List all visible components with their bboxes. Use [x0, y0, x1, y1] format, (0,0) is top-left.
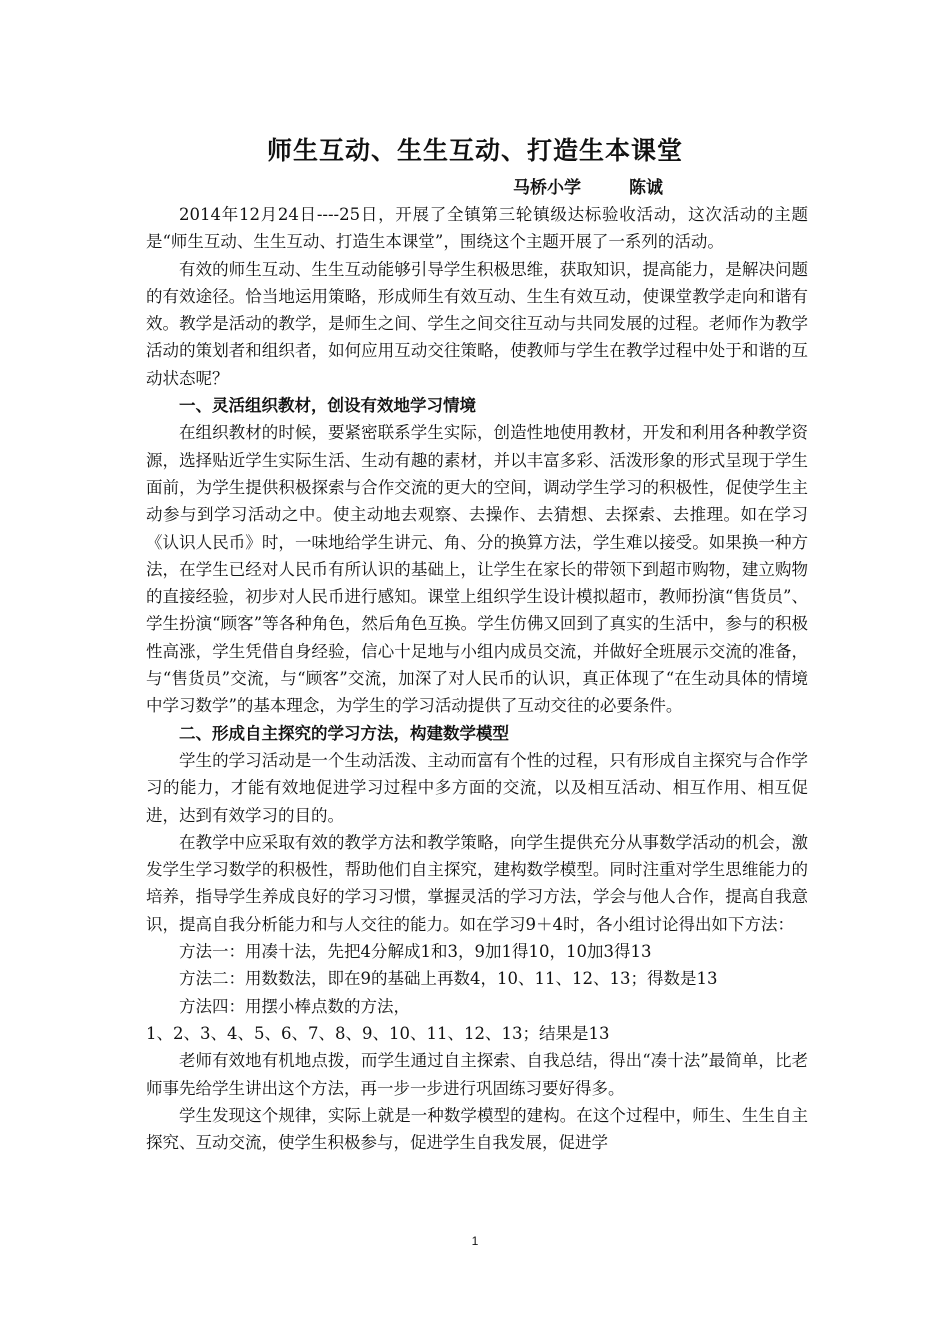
paragraph: 学生发现这个规律，实际上就是一种数学模型的建构。在这个过程中，师生、生生自主探究、互动交流，使学生积极参与，促进学生自我发展，促进学 — [146, 1105, 808, 1153]
paragraph: 老师有效地有机地点拨，而学生通过自主探索、自我总结，得出“凑十法”最简单，比老师事先给学生讲出这个方法，再一步一步进行巩固练习要好得多。 — [146, 1051, 808, 1098]
section-heading: 一、灵活组织教材，创设有效地学习情境 — [179, 396, 476, 416]
document-body — [146, 201, 808, 1156]
page-number: 1 — [471, 1234, 479, 1248]
document-title: 师生互动、生生互动、打造生本课堂 — [266, 136, 683, 165]
school-name: 马桥小学 — [513, 178, 581, 198]
author-name: 陈诚 — [629, 178, 663, 198]
paragraph: 有效的师生互动、生生互动能够引导学生积极思维，获取知识，提高能力，是解决问题的有效途径。恰当地运用策略，形成师生有效互动、生生有效互动，使课堂教学走向和谐有效。教学是活动的教学，是师生之间、学生之间交往互动与共同发展的过程。老师作为教学活动的策划者和组织者，如何应用互动交往策略，使教师与学生在教学过程中处于和谐的互动状态呢？ — [146, 259, 808, 388]
method-line: 方法四：用摆小棒点数的方法， — [179, 996, 410, 1016]
section-heading: 二、形成自主探究的学习方法，构建数学模型 — [179, 723, 509, 743]
paragraph: 在组织教材的时候，要紧密联系学生实际，创造性地使用教材，开发和利用各种教学资源，选择贴近学生实际生活、生动有趣的素材，并以丰富多彩、活泼形象的形式呈现于学生面前，为学生提供积极探索与合作交流的更大的空间，调动学生学习的积极性，促使学生主动参与到学习活动之中。使主动地去观察、去操作、去猜想、去探索、去推理。如在学习《认识人民币》时，一味地给学生讲元、角、分的换算方法，学生难以接受。如果换一种方法，在学生已经对人民币有所认识的基础上，让学生在家长的带领下到超市购物，建立购物的直接经验，初步对人民币进行感知。课堂上组织学生设计模拟超市，教师扮演“售货员”、学生扮演“顾客”等各种角色，然后角色互换。学生仿佛又回到了真实的生活中，参与的积极性高涨，学生凭借自身经验，信心十足地与小组内成员交流，并做好全班展示交流的准备，与“售货员”交流，与“顾客”交流，加深了对人民币的认识，真正体现了“在生动具体的情境中学习数学”的基本理念，为学生的学习活动提供了互动交往的必要条件。 — [146, 423, 808, 716]
method-line: 方法一：用凑十法，先把4分解成1和3，9加1得10，10加3得13 — [179, 942, 652, 962]
paragraph: 2014年12月24日----25日，开展了全镇第三轮镇级达标验收活动，这次活动的主题是“师生互动、生生互动、打造生本课堂”，围绕这个主题开展了一系列的活动。 — [146, 205, 808, 252]
counting-sequence: 1、2、3、4、5、6、7、8、9、10、11、12、13；结果是13 — [146, 1023, 610, 1043]
byline — [513, 176, 663, 200]
method-line: 方法二：用数数法，即在9的基础上再数4，10、11、12、13；得数是13 — [179, 969, 718, 989]
paragraph: 学生的学习活动是一个生动活泼、主动而富有个性的过程，只有形成自主探究与合作学习的能力，才能有效地促进学习过程中多方面的交流，以及相互活动、相互作用、相互促进，达到有效学习的目的。 — [146, 750, 808, 825]
paragraph: 在教学中应采取有效的教学方法和教学策略，向学生提供充分从事数学活动的机会，激发学生学习数学的积极性，帮助他们自主探究，建构数学模型。同时注重对学生思维能力的培养，指导学生养成良好的学习习惯，掌握灵活的学习方法，学会与他人合作，提高自我意识，提高自我分析能力和与人交往的能力。如在学习9＋4时，各小组讨论得出如下方法： — [146, 832, 808, 934]
